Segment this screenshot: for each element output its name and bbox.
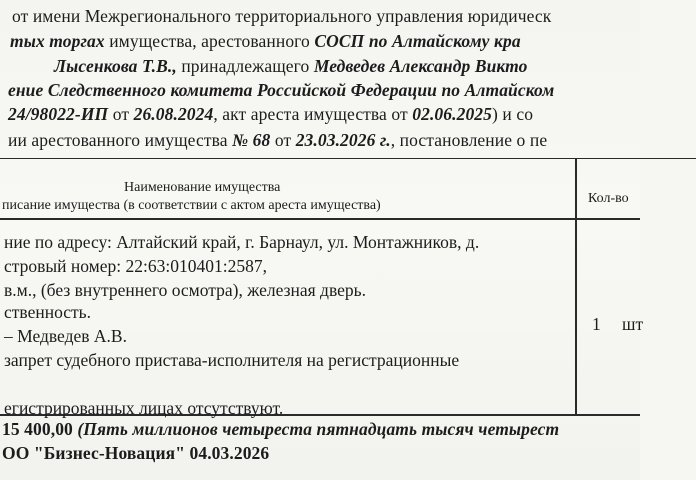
- text-run: 15 400,00: [2, 419, 73, 439]
- table-header-description: писание имущества (в соответствии с актом ареста имущества): [2, 198, 381, 213]
- text-run: ение Следственного комитета Российской Федерации по Алтайском: [8, 80, 555, 100]
- table-column-divider: [575, 158, 577, 416]
- text-run: от: [108, 104, 134, 124]
- intro-line: [54, 56, 528, 76]
- text-run: , акт ареста имущества от: [213, 104, 413, 124]
- intro-line: [8, 130, 547, 150]
- table-row-text: ние по адресу: Алтайский край, г. Барнаул, ул. Монтажников, д.: [4, 232, 480, 252]
- table-row-text: ственность.: [4, 302, 92, 322]
- text-run: 23.03.2026 г.: [295, 130, 391, 150]
- table-row-text: в.м., (без внутреннего осмотра), железная дверь.: [4, 280, 366, 300]
- text-run: СОСП по Алтайскому кра: [314, 31, 521, 51]
- text-run: ОО "Бизнес-Новация" 04.03.2026: [2, 443, 270, 463]
- text-run: Лысенкова Т.В.,: [54, 56, 177, 76]
- text-run: 02.06.2025: [412, 104, 492, 124]
- text-run: 24/98022-ИП: [8, 104, 109, 124]
- text-run: Медведев Александр Викто: [313, 56, 528, 76]
- text-run: тых торгах: [10, 31, 105, 51]
- footer-line: [2, 443, 269, 463]
- text-run: , постановление о пе: [390, 130, 548, 150]
- intro-line: [8, 80, 554, 100]
- text-run: от: [270, 130, 296, 150]
- text-run: (Пять миллионов четыреста пятнадцать тысяч четырест: [72, 419, 560, 439]
- table-row-text: – Медведев А.В.: [4, 326, 127, 346]
- text-run: имущества, арестованного: [104, 31, 315, 51]
- text-run: принадлежащего: [176, 56, 314, 76]
- table-header-quantity: Кол-во: [588, 191, 629, 206]
- text-run: 26.08.2024: [133, 104, 214, 124]
- text-run: ии арестованного имущества: [8, 130, 233, 150]
- text-run: ) и со: [492, 104, 534, 124]
- table-header-name: Наименование имущества: [124, 180, 281, 195]
- table-row-text: егистрированных лицах отсутствуют.: [4, 398, 284, 418]
- quantity-value: 1: [592, 314, 601, 334]
- table-header-divider: [0, 218, 640, 220]
- quantity-unit: шт: [622, 314, 644, 334]
- text-run: № 68: [232, 130, 271, 150]
- intro-line: [10, 31, 521, 51]
- table-row-text: запрет судебного пристава-исполнителя на регистрационные: [4, 350, 460, 370]
- intro-line: [12, 6, 551, 26]
- text-run: от имени Межрегионального территориального управления юридическ: [12, 6, 552, 26]
- table-row-text: стровый номер: 22:63:010401:2587,: [4, 256, 267, 276]
- footer-line: [2, 419, 559, 439]
- intro-line: [8, 104, 533, 124]
